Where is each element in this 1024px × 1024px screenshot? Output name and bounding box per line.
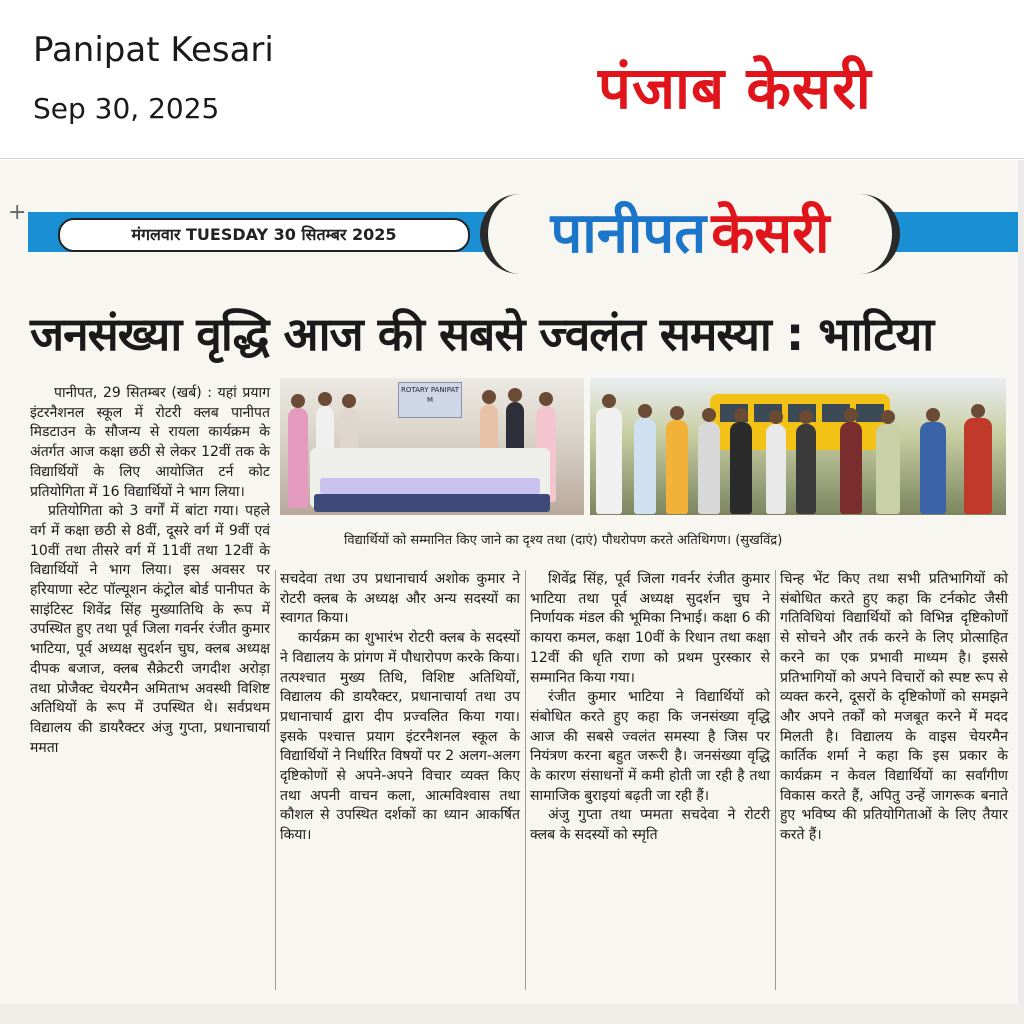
source-date: Sep 30, 2025 — [33, 92, 220, 125]
source-header — [0, 0, 1024, 159]
clipping-edge — [1018, 160, 1024, 1024]
photo-caption: विद्यार्थियों को सम्मानित किए जाने का दृश्य तथा (दाएं) पौधरोपण करते अतिथिगण। (सुखविंद्र) — [344, 533, 783, 548]
masthead-kesari: केसरी — [711, 201, 830, 266]
column-divider — [275, 570, 276, 990]
article-column-2 — [280, 570, 520, 846]
students-award-photo — [280, 378, 584, 515]
clipping-bottom-edge — [0, 1004, 1024, 1024]
edition-date: मंगलवार TUESDAY 30 सितम्बर 2025 — [58, 218, 470, 252]
rotary-banner: ROTARY PANIPAT M — [398, 382, 462, 418]
article-column-3 — [530, 570, 770, 846]
article-headline: जनसंख्या वृद्धि आज की सबसे ज्वलंत समस्या : भाटिया — [30, 307, 934, 361]
masthead-panipat: पानीपत — [550, 201, 707, 266]
crop-mark-icon: + — [8, 200, 27, 225]
column-divider — [775, 570, 776, 990]
paragraph: रंजीत कुमार भाटिया ने विद्यार्थियों को संबोधित करते हुए कहा कि जनसंख्या वृद्धि आज की सबसे ज्वलंत समस्या है जिस पर नियंत्रण करना बहुत जरूरी है। जनसंख्या वृद्धि के कारण संसाधनों में कमी होती जा रही है तथा सामाजिक बुराइयां बढ़ती जा रही हैं। — [530, 689, 770, 804]
paragraph: सचदेवा तथा उप प्रधानाचार्य अशोक कुमार ने रोटरी क्लब के अध्यक्ष और अन्य सदस्यों का स्वागत किया। — [280, 571, 520, 627]
column-divider — [525, 570, 526, 990]
tree-plantation-photo — [590, 378, 1006, 515]
punjab-kesari-logo: पंजाब केसरी — [598, 54, 872, 122]
paragraph: पानीपत, 29 सितम्बर (खर्ब) : यहां प्रयाग इंटरनैशनल स्कूल में रोटरी क्लब पानीपत मिडटाउन के सौजन्य से रायला कार्यक्रम के अंतर्गत आज कक्षा छठी से लेकर 12वीं तक के विद्यार्थियों के लिए आयोजित टर्न कोट प्रतियोगिता में 16 विद्यार्थियों ने भाग लिया। — [30, 385, 270, 500]
panipat-kesari-masthead — [480, 194, 900, 274]
source-title: Panipat Kesari — [33, 30, 274, 70]
paragraph: चिन्ह भेंट किए तथा सभी प्रतिभागियों को संबोधित करते हुए कहा कि टर्नकोट जैसी गतिविधियां विद्यार्थियों को विभिन्न दृष्टिकोणों से सोचने और तर्क करने के लिए प्रोत्साहित करने का एक प्रभावी माध्यम है। इससे प्रतिभागियों को अपने विचारों को स्पष्ट रूप से व्यक्त करने, दूसरों के दृष्टिकोणों को समझने और अपने तर्कों को मजबूत करने में मदद मिलती है। विद्यालय के वाइस चेयरमैन कार्तिक शर्मा ने कहा कि इस प्रकार के कार्यक्रम न केवल विद्यार्थियों का सर्वांगीण विकास करते हैं, अपितु उन्हें जागरूक बनाते हुए भविष्य की प्रतियोगिताओं के लिए तैयार करते हैं। — [780, 571, 1008, 844]
paragraph: कार्यक्रम का शुभारंभ रोटरी क्लब के सदस्यों ने विद्यालय के प्रांगण में पौधारोपण करके किया। तत्पश्चात मुख्य तिथि, विशिष्ट अतिथियों, विद्यालय की डायरैक्टर, प्रधानाचार्या तथा उप प्रधानाचार्य द्वारा दीप प्रज्वलित किया गया। इसके पश्चात्त प्रयाग इंटरनैशनल स्कूल के विद्यार्थियों ने निर्धारित विषयों पर 2 अलग-अलग दृष्टिकोणों से अपने-अपने विचार व्यक्त किए तथा अपनी वाचन कला, आत्मविश्वास तथा कौशल से उपस्थित दर्शकों का ध्यान आकर्षित किया। — [280, 630, 520, 844]
paragraph: अंजु गुप्ता तथा प्ममता सचदेवा ने रोटरी क्लब के सदस्यों को स्मृति — [530, 807, 770, 844]
article-column-4 — [780, 570, 1008, 846]
paragraph: शिवेंद्र सिंह, पूर्व जिला गवर्नर रंजीत कुमार भाटिया तथा पूर्व अध्यक्ष सुदर्शन चुघ ने निर्णायक मंडल की भूमिका निभाई। कक्षा 6 की कायरा कमल, कक्षा 10वीं के रिधान तथा कक्षा 12वीं की धृति राणा को प्रथम पुरस्कार से सम्मानित किया गया। — [530, 571, 770, 686]
article-column-1 — [30, 384, 270, 758]
paragraph: प्रतियोगिता को 3 वर्गों में बांटा गया। पहले वर्ग में कक्षा छठी से 8वीं, दूसरे वर्ग में 9वीं एवं 10वीं तथा तीसरे वर्ग में 11वीं तथा 12वीं के विद्यार्थियों ने भाग लिया। इस अवसर पर हरियाणा स्टेट पॉल्यूशन कंट्रोल बोर्ड पानीपत के साइंटिस्ट शिवेंद्र सिंह मुख्यातिथि के रूप में उपस्थित हुए तथा पूर्व जिला गवर्नर रंजीत कुमार भाटिया, पूर्व अध्यक्ष सुदर्शन चुघ, क्लब अध्यक्ष दीपक बजाज, क्लब सैक्रेटरी जगदीश अरोड़ा तथा प्रोजैक्ट चेयरमैन अमिताभ अवस्थी विशिष्ट अतिथियों के रूप में उपस्थित थे। सर्वप्रथम विद्यालय की डायरैक्टर अंजु गुप्ता, प्रधानाचार्या ममता — [30, 503, 270, 756]
